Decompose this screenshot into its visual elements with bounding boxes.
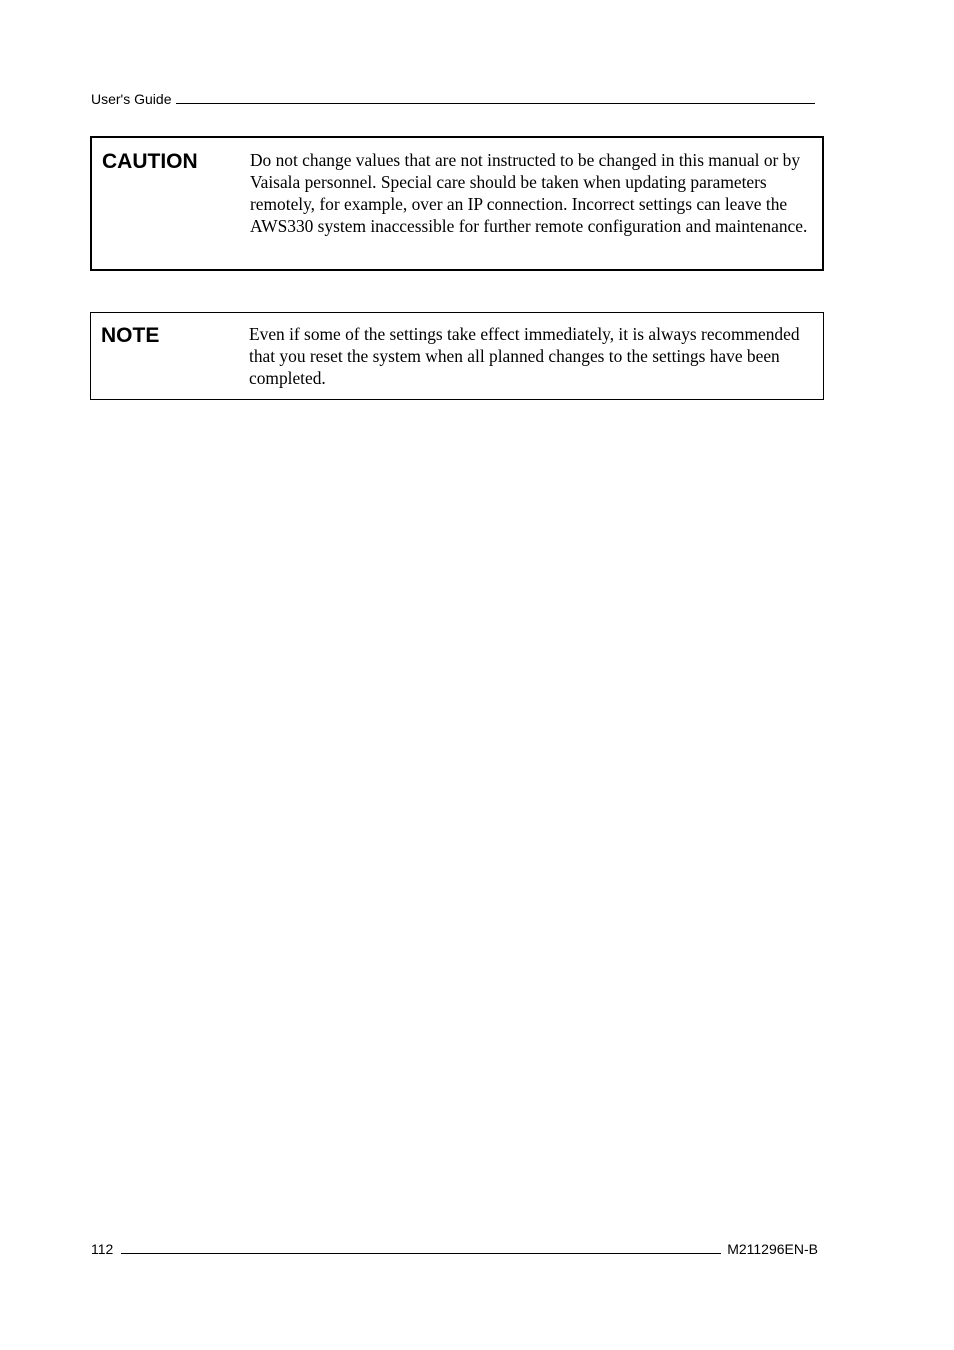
note-text: Even if some of the settings take effect immediately, it is always recommended that you reset the system when all planned changes to the settings have been completed. xyxy=(249,324,800,388)
footer-rule xyxy=(121,1253,721,1254)
caution-box xyxy=(90,136,824,271)
caution-label: CAUTION xyxy=(102,150,198,173)
header-rule xyxy=(176,103,815,104)
page-header xyxy=(91,90,815,108)
page-number: 112 xyxy=(91,1241,114,1257)
note-box xyxy=(90,312,824,400)
header-title: User's Guide xyxy=(91,91,172,107)
document-code: M211296EN-B xyxy=(727,1241,818,1257)
page-footer xyxy=(91,1240,818,1258)
caution-text: Do not change values that are not instructed to be changed in this manual or by Vaisala personnel. Special care should be taken when updating parameters remotely, for example, over an IP connection. Incorrect settings can leave the AWS330 system inaccessible for further remote configuration and maintenance. xyxy=(250,150,808,236)
note-label: NOTE xyxy=(101,324,160,347)
